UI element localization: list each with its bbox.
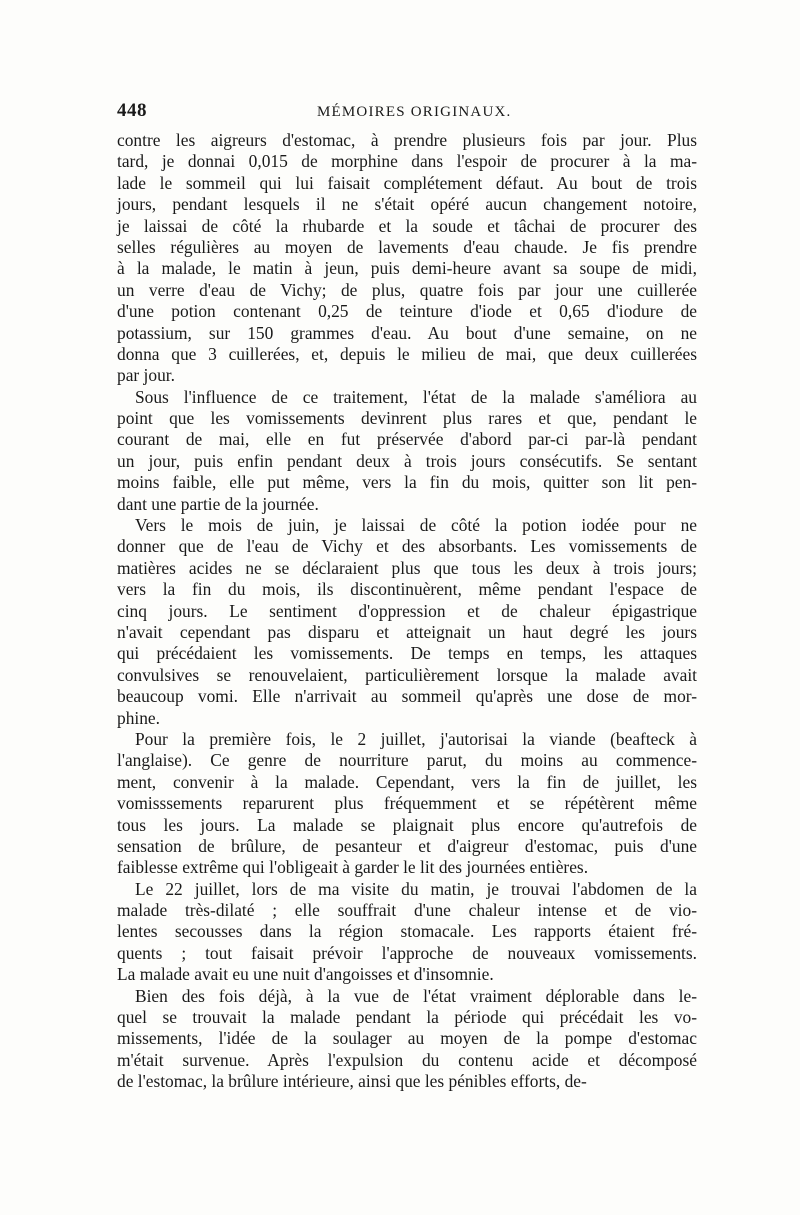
paragraph [117,130,697,387]
text-line: faiblesse extrême qui l'obligeait à garder le lit des journées entières. [117,857,589,878]
text-line: Le 22 juillet, lors de ma visite du matin, je trouvai l'abdomen de la [135,878,697,899]
text-line: d'une potion contenant 0,25 de teinture d'iode et 0,65 d'iodure de [117,301,697,322]
text-line: selles régulières au moyen de lavements d'eau chaude. Je fis prendre [117,236,697,257]
text-line: un verre d'eau de Vichy; de plus, quatre fois par jour une cuillerée [117,279,697,300]
text-line: dant une partie de la journée. [117,493,319,514]
text-line: convulsives se renouvelaient, particulièrement lorsque la malade avait [117,664,697,685]
text-line: sensation de brûlure, de pesanteur et d'aigreur d'estomac, puis d'une [117,835,697,856]
text-line: La malade avait eu une nuit d'angoisses et d'insomnie. [117,964,494,985]
page-number: 448 [117,100,147,121]
text-line: potassium, sur 150 grammes d'eau. Au bout d'une semaine, on ne [117,322,697,343]
text-line: l'anglaise). Ce genre de nourriture parut, du moins au commence- [117,750,697,771]
text-line: Pour la première fois, le 2 juillet, j'autorisai la viande (beafteck à [135,728,697,749]
text-line: ment, convenir à la malade. Cependant, vers la fin de juillet, les [117,771,697,792]
text-line: Vers le mois de juin, je laissai de côté la potion iodée pour ne [135,515,697,536]
paragraph [117,986,697,1093]
text-line: tous les jours. La malade se plaignait plus encore qu'autrefois de [117,814,697,835]
text-line: quents ; tout faisait prévoir l'approche de nouveaux vomissements. [117,942,697,963]
text-line: m'était survenue. Après l'expulsion du contenu acide et décomposé [117,1049,697,1070]
text-line: Sous l'influence de ce traitement, l'état de la malade s'améliora au [135,386,697,407]
text-line: quel se trouvait la malade pendant la période qui précédait les vo- [117,1007,697,1028]
text-line: missements, l'idée de la soulager au moyen de la pompe d'estomac [117,1028,697,1049]
text-line: lade le sommeil qui lui faisait complétement défaut. Au bout de trois [117,172,697,193]
text-line: cinq jours. Le sentiment d'oppression et de chaleur épigastrique [117,600,697,621]
text-line: moins faible, elle put même, vers la fin du mois, quitter son lit pen- [117,472,697,493]
text-line: point que les vomissements devinrent plus rares et que, pendant le [117,408,697,429]
paragraph [117,729,697,879]
text-line: malade très-dilaté ; elle souffrait d'une chaleur intense et de vio- [117,900,697,921]
text-line: je laissai de côté la rhubarde et la soude et tâchai de procurer des [117,215,697,236]
text-line: donna que 3 cuillerées, et, depuis le milieu de mai, que deux cuillerées [117,343,697,364]
text-line: par jour. [117,365,175,386]
text-line: de l'estomac, la brûlure intérieure, ainsi que les pénibles efforts, de- [117,1071,587,1092]
text-line: jours, pendant lesquels il ne s'était opéré aucun changement notoire, [117,194,697,215]
page-header [117,100,697,124]
text-line: matières acides ne se déclaraient plus que tous les deux à trois jours; [117,557,697,578]
text-line: vers la fin du mois, ils discontinuèrent, même pendant l'espace de [117,579,697,600]
body-text [117,130,697,1093]
text-line: donner que de l'eau de Vichy et des absorbants. Les vomissements de [117,536,697,557]
text-line: un jour, puis enfin pendant deux à trois jours consécutifs. Se sentant [117,450,697,471]
text-line: contre les aigreurs d'estomac, à prendre plusieurs fois par jour. Plus [117,130,697,150]
text-line: n'avait cependant pas disparu et atteignait un haut degré les jours [117,621,697,642]
text-line: Bien des fois déjà, à la vue de l'état vraiment déplorable dans le- [135,985,697,1006]
text-line: qui précédaient les vomissements. De temps en temps, les attaques [117,643,697,664]
text-line: beaucoup vomi. Elle n'arrivait au sommeil qu'après une dose de mor- [117,686,697,707]
running-head: MÉMOIRES ORIGINAUX. [317,104,512,120]
paragraph [117,879,697,986]
text-line: phine. [117,707,160,728]
paragraph [117,387,697,515]
text-line: lentes secousses dans la région stomacale. Les rapports étaient fré- [117,921,697,942]
text-line: vomisssements reparurent plus fréquemment et se répétèrent même [117,793,697,814]
text-line: à la malade, le matin à jeun, puis demi-heure avant sa soupe de midi, [117,258,697,279]
text-line: courant de mai, elle en fut préservée d'abord par-ci par-là pendant [117,429,697,450]
paragraph [117,515,697,729]
text-line: tard, je donnai 0,015 de morphine dans l'espoir de procurer à la ma- [117,151,697,172]
